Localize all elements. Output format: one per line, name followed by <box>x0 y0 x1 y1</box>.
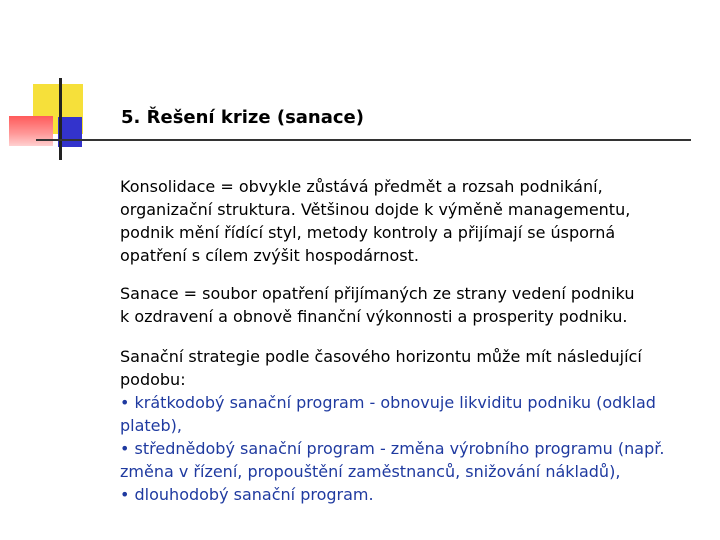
paragraph-line: organizační struktura. Většinou dojde k výměně managementu, <box>120 200 631 219</box>
paragraph-line: podobu: <box>120 370 186 389</box>
decor-vertical-line <box>59 78 62 160</box>
bullet-item-continued: změna v řízení, propouštění zaměstnanců, snižování nákladů), <box>120 462 621 481</box>
paragraph-line: podnik mění řídící styl, metody kontroly a přijímají se úsporná <box>120 223 616 242</box>
bullet-item: • krátkodobý sanační program - obnovuje likviditu podniku (odklad <box>120 393 656 412</box>
term-sanace: Sanace <box>120 284 179 303</box>
title-underline <box>36 139 691 141</box>
paragraph-line: Sanační strategie podle časového horizontu může mít následující <box>120 347 642 366</box>
paragraph-line: k ozdravení a obnově finanční výkonnosti a prosperity podniku. <box>120 307 628 326</box>
bullet-item: • střednědobý sanační program - změna výrobního programu (např. <box>120 439 665 458</box>
paragraph-strategie <box>120 345 690 506</box>
bullet-item: • dlouhodobý sanační program. <box>120 485 374 504</box>
paragraph-konsolidace <box>120 175 690 267</box>
slide-title: 5. Řešení krize (sanace) <box>121 107 364 128</box>
paragraph-sanace <box>120 282 690 328</box>
bullet-item-continued: plateb), <box>120 416 183 435</box>
paragraph-line: opatření s cílem zvýšit hospodárnost. <box>120 246 419 265</box>
paragraph-line: Konsolidace = obvykle zůstává předmět a rozsah podnikání, <box>120 177 603 196</box>
decor-red-square <box>9 116 53 146</box>
paragraph-line: Sanace = soubor opatření přijímaných ze strany vedení podniku <box>120 284 635 303</box>
term-konsolidace: Konsolidace <box>120 177 216 196</box>
